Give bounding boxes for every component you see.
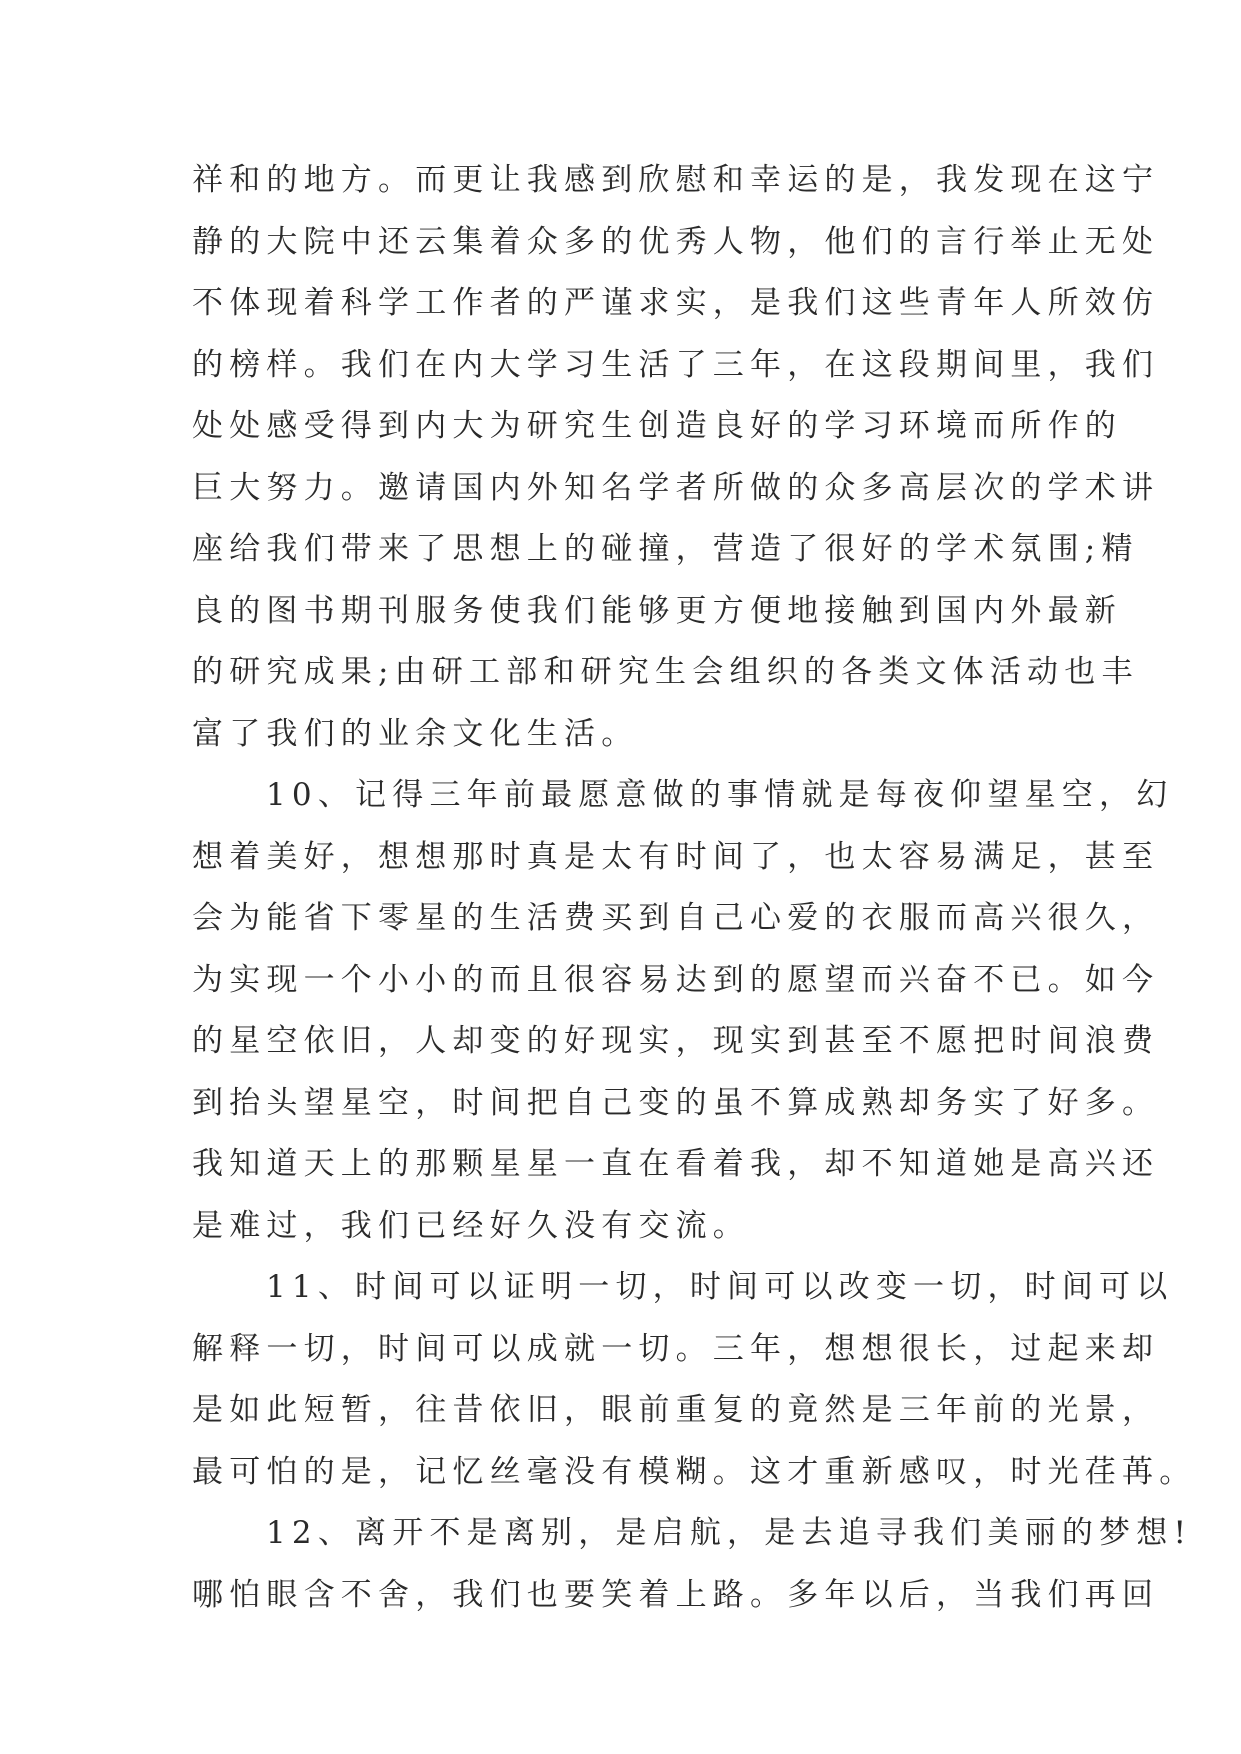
- text-line: 想着美好，想想那时真是太有时间了，也太容易满足，甚至: [192, 838, 1160, 875]
- text-line: 的星空依旧，人却变的好现实，现实到甚至不愿把时间浪费: [192, 1023, 1160, 1059]
- text-line: 不体现着科学工作者的严谨求实，是我们这些青年人所效仿: [192, 285, 1160, 321]
- body-text: [192, 150, 1197, 1626]
- text-line: 最可怕的是，记忆丝毫没有模糊。这才重新感叹，时光荏苒。: [192, 1453, 1197, 1490]
- text-line: 会为能省下零星的生活费买到自己心爱的衣服而高兴很久，: [192, 900, 1160, 936]
- text-line: 哪怕眼含不舍，我们也要笑着上路。多年以后，当我们再回: [192, 1576, 1160, 1613]
- text-line: 祥和的地方。而更让我感到欣慰和幸运的是，我发现在这宁: [192, 162, 1160, 198]
- text-line: 到抬头望星空，时间把自己变的虽不算成熟却务实了好多。: [192, 1084, 1160, 1121]
- text-line: 的研究成果;由研工部和研究生会组织的各类文体活动也丰: [192, 654, 1139, 690]
- text-line: 巨大努力。邀请国内外知名学者所做的众多高层次的学术讲: [192, 469, 1160, 506]
- text-line: 富了我们的业余文化生活。: [192, 715, 639, 752]
- text-line: 良的图书期刊服务使我们能够更方便地接触到国内外最新: [192, 592, 1122, 629]
- text-line: 是难过，我们已经好久没有交流。: [192, 1207, 750, 1244]
- text-line: 为实现一个小小的而且很容易达到的愿望而兴奋不已。如今: [192, 961, 1160, 998]
- text-line: 我知道天上的那颗星星一直在看着我，却不知道她是高兴还: [192, 1146, 1160, 1182]
- text-line: 解释一切，时间可以成就一切。三年，想想很长，过起来却: [192, 1330, 1160, 1367]
- text-line: 处处感受得到内大为研究生创造良好的学习环境而所作的: [192, 408, 1122, 444]
- text-line: 10、记得三年前最愿意做的事情就是每夜仰望星空，幻: [266, 777, 1174, 813]
- text-line: 12、离开不是离别，是启航，是去追寻我们美丽的梦想!: [266, 1515, 1193, 1551]
- text-line: 是如此短暂，往昔依旧，眼前重复的竟然是三年前的光景，: [192, 1392, 1160, 1428]
- text-line: 静的大院中还云集着众多的优秀人物，他们的言行举止无处: [192, 223, 1160, 260]
- text-line: 的榜样。我们在内大学习生活了三年，在这段期间里，我们: [192, 346, 1160, 383]
- text-line: 11、时间可以证明一切，时间可以改变一切，时间可以: [266, 1269, 1174, 1305]
- text-line: 座给我们带来了思想上的碰撞，营造了很好的学术氛围;精: [192, 531, 1139, 567]
